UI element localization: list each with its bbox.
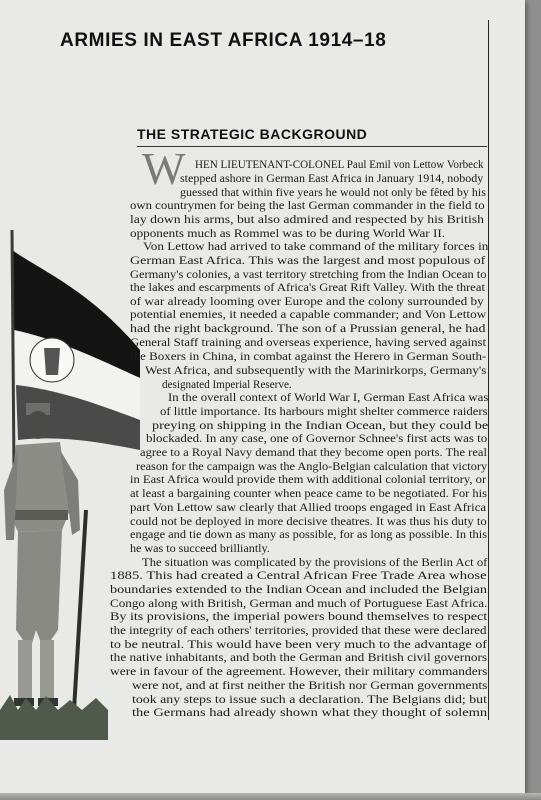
text-line: to be neutral. This would have been very much to the advantage of [110,637,487,651]
text-line: guessed that within five years he would not only be fêted by his [180,185,486,199]
text-line: the Germans had already shown what they thought of solemn [132,705,488,719]
text-line: 1885. This had created a Central African Free Trade Area whose [110,568,487,582]
text-line: In the overall context of World War I, German East Africa was [168,390,489,404]
text-line: of war already looming over Europe and the colony surrounded by [130,294,484,308]
text-line: By its provisions, the imperial powers bound themselves to respect [110,609,488,623]
text-line: took any steps to issue such a declaration. The Belgians did; but [132,692,487,706]
text-line: he was to succeed brilliantly. [130,541,270,555]
text-line: were not, and at first neither the British nor German governments [132,678,488,692]
text-line: stepped ashore in German East Africa in January 1914, nobody [180,171,484,185]
text-line: own countrymen for being the last German commander in the field to [130,198,485,212]
text-line: the Boxers in China, in combat against the Herero in German South- [130,349,487,363]
text-line: Von Lettow had arrived to take command of the military forces in [143,239,489,253]
text-line: the lakes and escarpments of Africa's Great Rift Valley. With the threat [130,280,485,294]
page-edge [0,793,541,800]
text-line: West Africa, and subsequently with the Marinirkorps, Germany's [145,363,487,377]
text-line: preying on shipping in the Indian Ocean, but they could be [152,418,489,432]
text-line: the integrity of each others' territories, provided that these were declared [110,623,487,637]
text-line: HEN LIEUTENANT-COLONEL Paul Emil von Lettow Vorbeck [195,157,484,171]
text-line: Congo along with British, German and much of Portuguese East Africa. [110,596,488,610]
text-line: General Staff training and overseas experience, having served against [130,335,487,349]
text-line: designated Imperial Reserve. [162,377,292,391]
text-line: boundaries extended to the Indian Ocean and included the Belgian [110,582,487,596]
text-line: The situation was complicated by the provisions of the Berlin Act of [142,555,488,569]
text-line: engage and tie down as many as possible, for as long as possible. In this [130,527,488,541]
page-border-rule [488,20,489,720]
text-line: Germany's colonies, a vast territory stretching from the Indian Ocean to [130,267,487,281]
text-line: had the right background. The son of a Prussian general, he had [130,321,486,335]
section-title: THE STRATEGIC BACKGROUND [137,126,368,142]
text-line: opponents much as Rommel was to be during World War II. [130,226,445,240]
section-divider [137,146,487,147]
text-line: were in favour of the agreement. However, their military commanders [110,664,488,678]
text-line: could not be deployed in more decisive theatres. It was thus his duty to [130,514,487,528]
text-line: German East Africa. This was the largest and most populous of [130,253,486,267]
text-line: agree to a Royal Navy demand that they become open ports. The real [140,445,487,459]
chapter-title: ARMIES IN EAST AFRICA 1914–18 [60,30,387,51]
text-line: part Von Lettow saw clearly that Allied troops engaged in East Africa [130,500,487,514]
soldier-figure [4,403,80,706]
text-line: blockaded. In any case, one of Governor Schnee's first acts was to [146,431,488,445]
drop-cap: W [142,143,186,194]
text-line: lay down his arms, but also admired and respected by his British [130,212,484,226]
text-line: of little importance. Its harbours might shelter commerce raiders [160,404,488,418]
text-line: reason for the campaign was the Anglo-Belgian calculation that victory [136,459,488,473]
text-line: potential enemies, it needed a capable commander; and Von Lettow [130,307,487,321]
text-line: the native inhabitants, and both the German and British civil governors [110,650,488,664]
text-line: at least a bargaining counter when peace came to be negotiated. For his [130,486,488,500]
text-line: in East Africa would provide them with additional colonial territory, or [130,472,487,486]
